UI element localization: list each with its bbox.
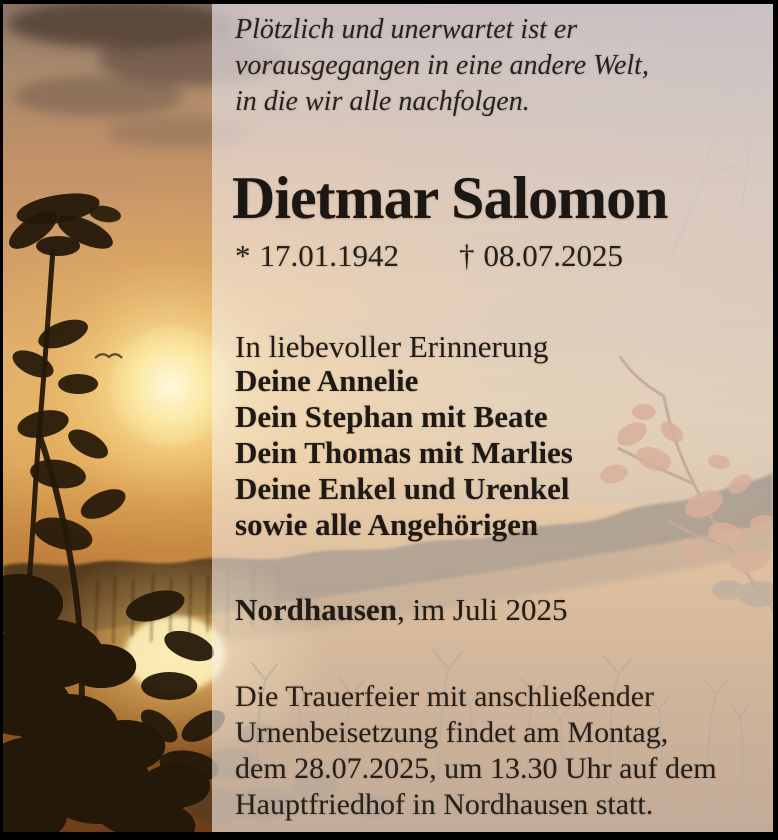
death-date-value: 08.07.2025: [483, 238, 623, 273]
death-cross-symbol: †: [459, 238, 475, 273]
funeral-line-3: dem 28.07.2025, um 13.30 Uhr auf dem: [235, 752, 717, 785]
death-date: [459, 238, 623, 274]
birth-star-symbol: *: [235, 238, 251, 273]
birth-date: [235, 238, 399, 274]
mourner-line-2: Dein Stephan mit Beate: [235, 399, 548, 434]
funeral-line-1: Die Trauerfeier mit anschließender: [235, 680, 655, 713]
place-name: Nordhausen: [235, 592, 397, 627]
deceased-name: Dietmar Salomon: [232, 165, 668, 231]
epitaph-line-1: Plötzlich und unerwartet ist er: [235, 14, 578, 45]
funeral-line-2: Urnenbeisetzung findet am Montag,: [235, 716, 669, 749]
epitaph-line-3: in die wir alle nachfolgen.: [235, 86, 530, 117]
place-date-suffix: , im Juli 2025: [396, 592, 568, 627]
birth-date-value: 17.01.1942: [259, 238, 399, 273]
epitaph: [235, 12, 755, 120]
epitaph-line-2: vorausgegangen in eine andere Welt,: [235, 50, 649, 81]
mourner-line-5: sowie alle Angehörigen: [235, 507, 539, 542]
mourner-line-4: Deine Enkel und Urenkel: [235, 471, 570, 506]
funeral-info: [235, 679, 717, 823]
mourners-list: [235, 363, 573, 543]
mourner-line-1: Deine Annelie: [235, 363, 419, 398]
funeral-line-4: Hauptfriedhof in Nordhausen statt.: [235, 788, 654, 821]
life-dates: [235, 238, 715, 280]
mourner-line-3: Dein Thomas mit Marlies: [235, 435, 573, 470]
place-date-line: [235, 592, 567, 628]
remembrance-line: In liebevoller Erinnerung: [235, 329, 549, 364]
